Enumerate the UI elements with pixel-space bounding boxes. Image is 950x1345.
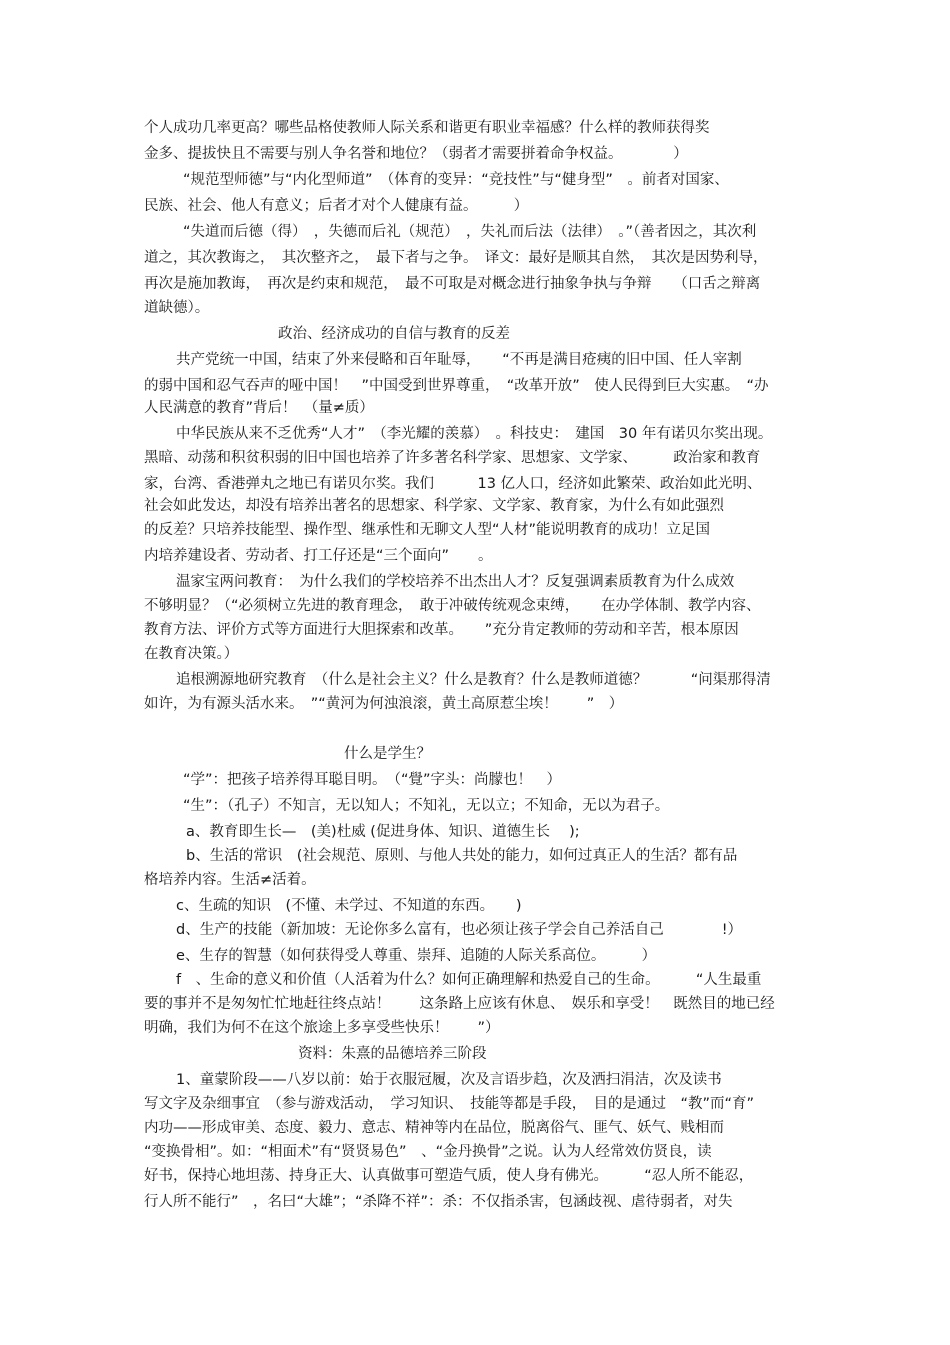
text-line: 要的事并不是匆匆忙忙地赶往终点站！ 这条路上应该有休息、 娱乐和享受！ 既然目的地已经 xyxy=(144,996,775,1012)
text-line: 内功——形成审美、态度、毅力、意志、精神等内在品位，脱离俗气、匪气、妖气、贱相而 xyxy=(144,1120,724,1136)
text-line: 金多、提拔快且不需要与别人争名誉和地位？（弱者才需要拼着命争权益。 ） xyxy=(144,146,688,162)
list-item: c、生疏的知识 (不懂、未学过、不知道的东西。 ) xyxy=(176,898,522,914)
text-line: 在教育决策。） xyxy=(144,646,239,662)
text-line: 不够明显？（“必须树立先进的教育理念， 敢于冲破传统观念束缚， 在办学体制、教学内容、 xyxy=(144,598,761,614)
text-line: 民族、社会、他人有意义；后者才对个人健康有益。 ） xyxy=(144,198,529,214)
text-line: 明确，我们为何不在这个旅途上多享受些快乐！ ”） xyxy=(144,1020,500,1036)
text-line: 好书，保持心地坦荡、持身正大、认真做事可塑造气质，使人身有佛光。 “忍人所不能忍， xyxy=(144,1168,754,1184)
text-line: 再次是施加教诲， 再次是约束和规范， 最不可取是对概念进行抽象争执与争辩 （口舌之辩离 xyxy=(144,276,761,292)
text-line: “生”：（孔子）不知言，无以知人；不知礼，无以立；不知命，无以为君子。 xyxy=(183,798,670,814)
section-heading: 资料：朱熹的品德培养三阶段 xyxy=(298,1046,487,1062)
list-item: f 、生命的意义和价值（人活着为什么？如何正确理解和热爱自己的生命。 “人生最重 xyxy=(176,972,762,988)
text-line: 如许，为有源头活水来。 ”“黄河为何浊浪滚，黄土高原惹尘埃！ ” ） xyxy=(144,696,624,712)
text-line: 温家宝两问教育： 为什么我们的学校培养不出杰出人才？反复强调素质教育为什么成效 xyxy=(176,574,735,590)
section-heading: 政治、经济成功的自信与教育的反差 xyxy=(278,326,510,342)
text-line: “变换骨相”。如：“相面术”有“贤贤易色” 、“金丹换骨”之说。认为人经常效仿贤良，读 xyxy=(144,1144,712,1160)
text-line: “学”：把孩子培养得耳聪目明。 （“覺”字头：尚朦也！ ） xyxy=(183,772,562,788)
text-line: 追根溯源地研究教育 （什么是社会主义？什么是教育？什么是教师道德？ “问渠那得清 xyxy=(176,672,771,688)
text-line: 1、童蒙阶段——八岁以前：始于衣服冠履，次及言语步趋，次及洒扫涓洁，次及读书 xyxy=(176,1072,722,1088)
list-item: e、生存的智慧（如何获得受人尊重、崇拜、追随的人际关系高位。 ） xyxy=(176,948,657,964)
text-line: “失道而后德（得） ，失德而后礼（规范） ，失礼而后法（法律） 。”（善者因之，其次利 xyxy=(183,224,757,240)
text-line: 家，台湾、香港弹丸之地已有诺贝尔奖。我们 13 亿人口，经济如此繁荣、政治如此光明、 xyxy=(144,476,762,492)
text-line: 社会如此发达，却没有培养出著名的思想家、科学家、文学家、教育家，为什么有如此强烈 xyxy=(144,498,724,514)
text-line: 人民满意的教育”背后！ （量≠质） xyxy=(144,400,374,416)
text-line: 行人所不能行” ，名曰“大雄”；“杀降不祥”：杀：不仅指杀害，包涵歧视、虐待弱者，对失 xyxy=(144,1194,733,1210)
text-line: 内培养建设者、劳动者、打工仔还是“三个面向” 。 xyxy=(144,548,493,564)
text-line: 写文字及杂细事宜 （参与游戏活动， 学习知识、 技能等都是手段， 目的是通过 “教”而“育” xyxy=(144,1096,755,1112)
text-line: 教育方法、评价方式等方面进行大胆探索和改革。 ”充分肯定教师的劳动和辛苦，根本原因 xyxy=(144,622,739,638)
list-item: b、生活的常识 (社会规范、原则、与他人共处的能力，如何过真正人的生活？都有品 xyxy=(186,848,738,864)
text-line: 的反差？只培养技能型、操作型、继承性和无聊文人型“人材”能说明教育的成功！立足国 xyxy=(144,522,711,538)
list-item: d、生产的技能（新加坡：无论你多么富有，也必须让孩子学会自己养活自己 !） xyxy=(176,922,743,938)
text-line: “规范型师德”与“内化型师道” （体育的变异：“竞技性”与“健身型” 。前者对国家、 xyxy=(183,172,729,188)
text-line: 格培养内容。生活≠活着。 xyxy=(144,872,316,888)
text-line: 黑暗、动荡和积贫积弱的旧中国也培养了许多著名科学家、思想家、文学家、 政治家和教育 xyxy=(144,450,761,466)
text-line: 个人成功几率更高？哪些品格使教师人际关系和谐更有职业幸福感？什么样的教师获得奖 xyxy=(144,120,710,136)
list-item: a、教育即生长— (美)杜威 (促进身体、知识、道德生长 ); xyxy=(186,824,580,840)
text-line: 道缺德）。 xyxy=(144,300,210,316)
text-line: 共产党统一中国，结束了外来侵略和百年耻辱， “不再是满目疮痍的旧中国、任人宰割 xyxy=(176,352,742,368)
text-line: 的弱中国和忍气吞声的哑中国！ ”中国受到世界尊重， “改革开放” 使人民得到巨大实惠。 “办 xyxy=(144,378,769,394)
text-line: 中华民族从来不乏优秀“人才” （李光耀的羡慕） 。科技史： 建国 30 年有诺贝尔奖出现。 xyxy=(176,426,773,442)
text-line: 道之，其次教诲之， 其次整齐之， 最下者与之争。 译文：最好是顺其自然， 其次是因势利导， xyxy=(144,250,768,266)
section-heading: 什么是学生？ xyxy=(344,746,431,762)
